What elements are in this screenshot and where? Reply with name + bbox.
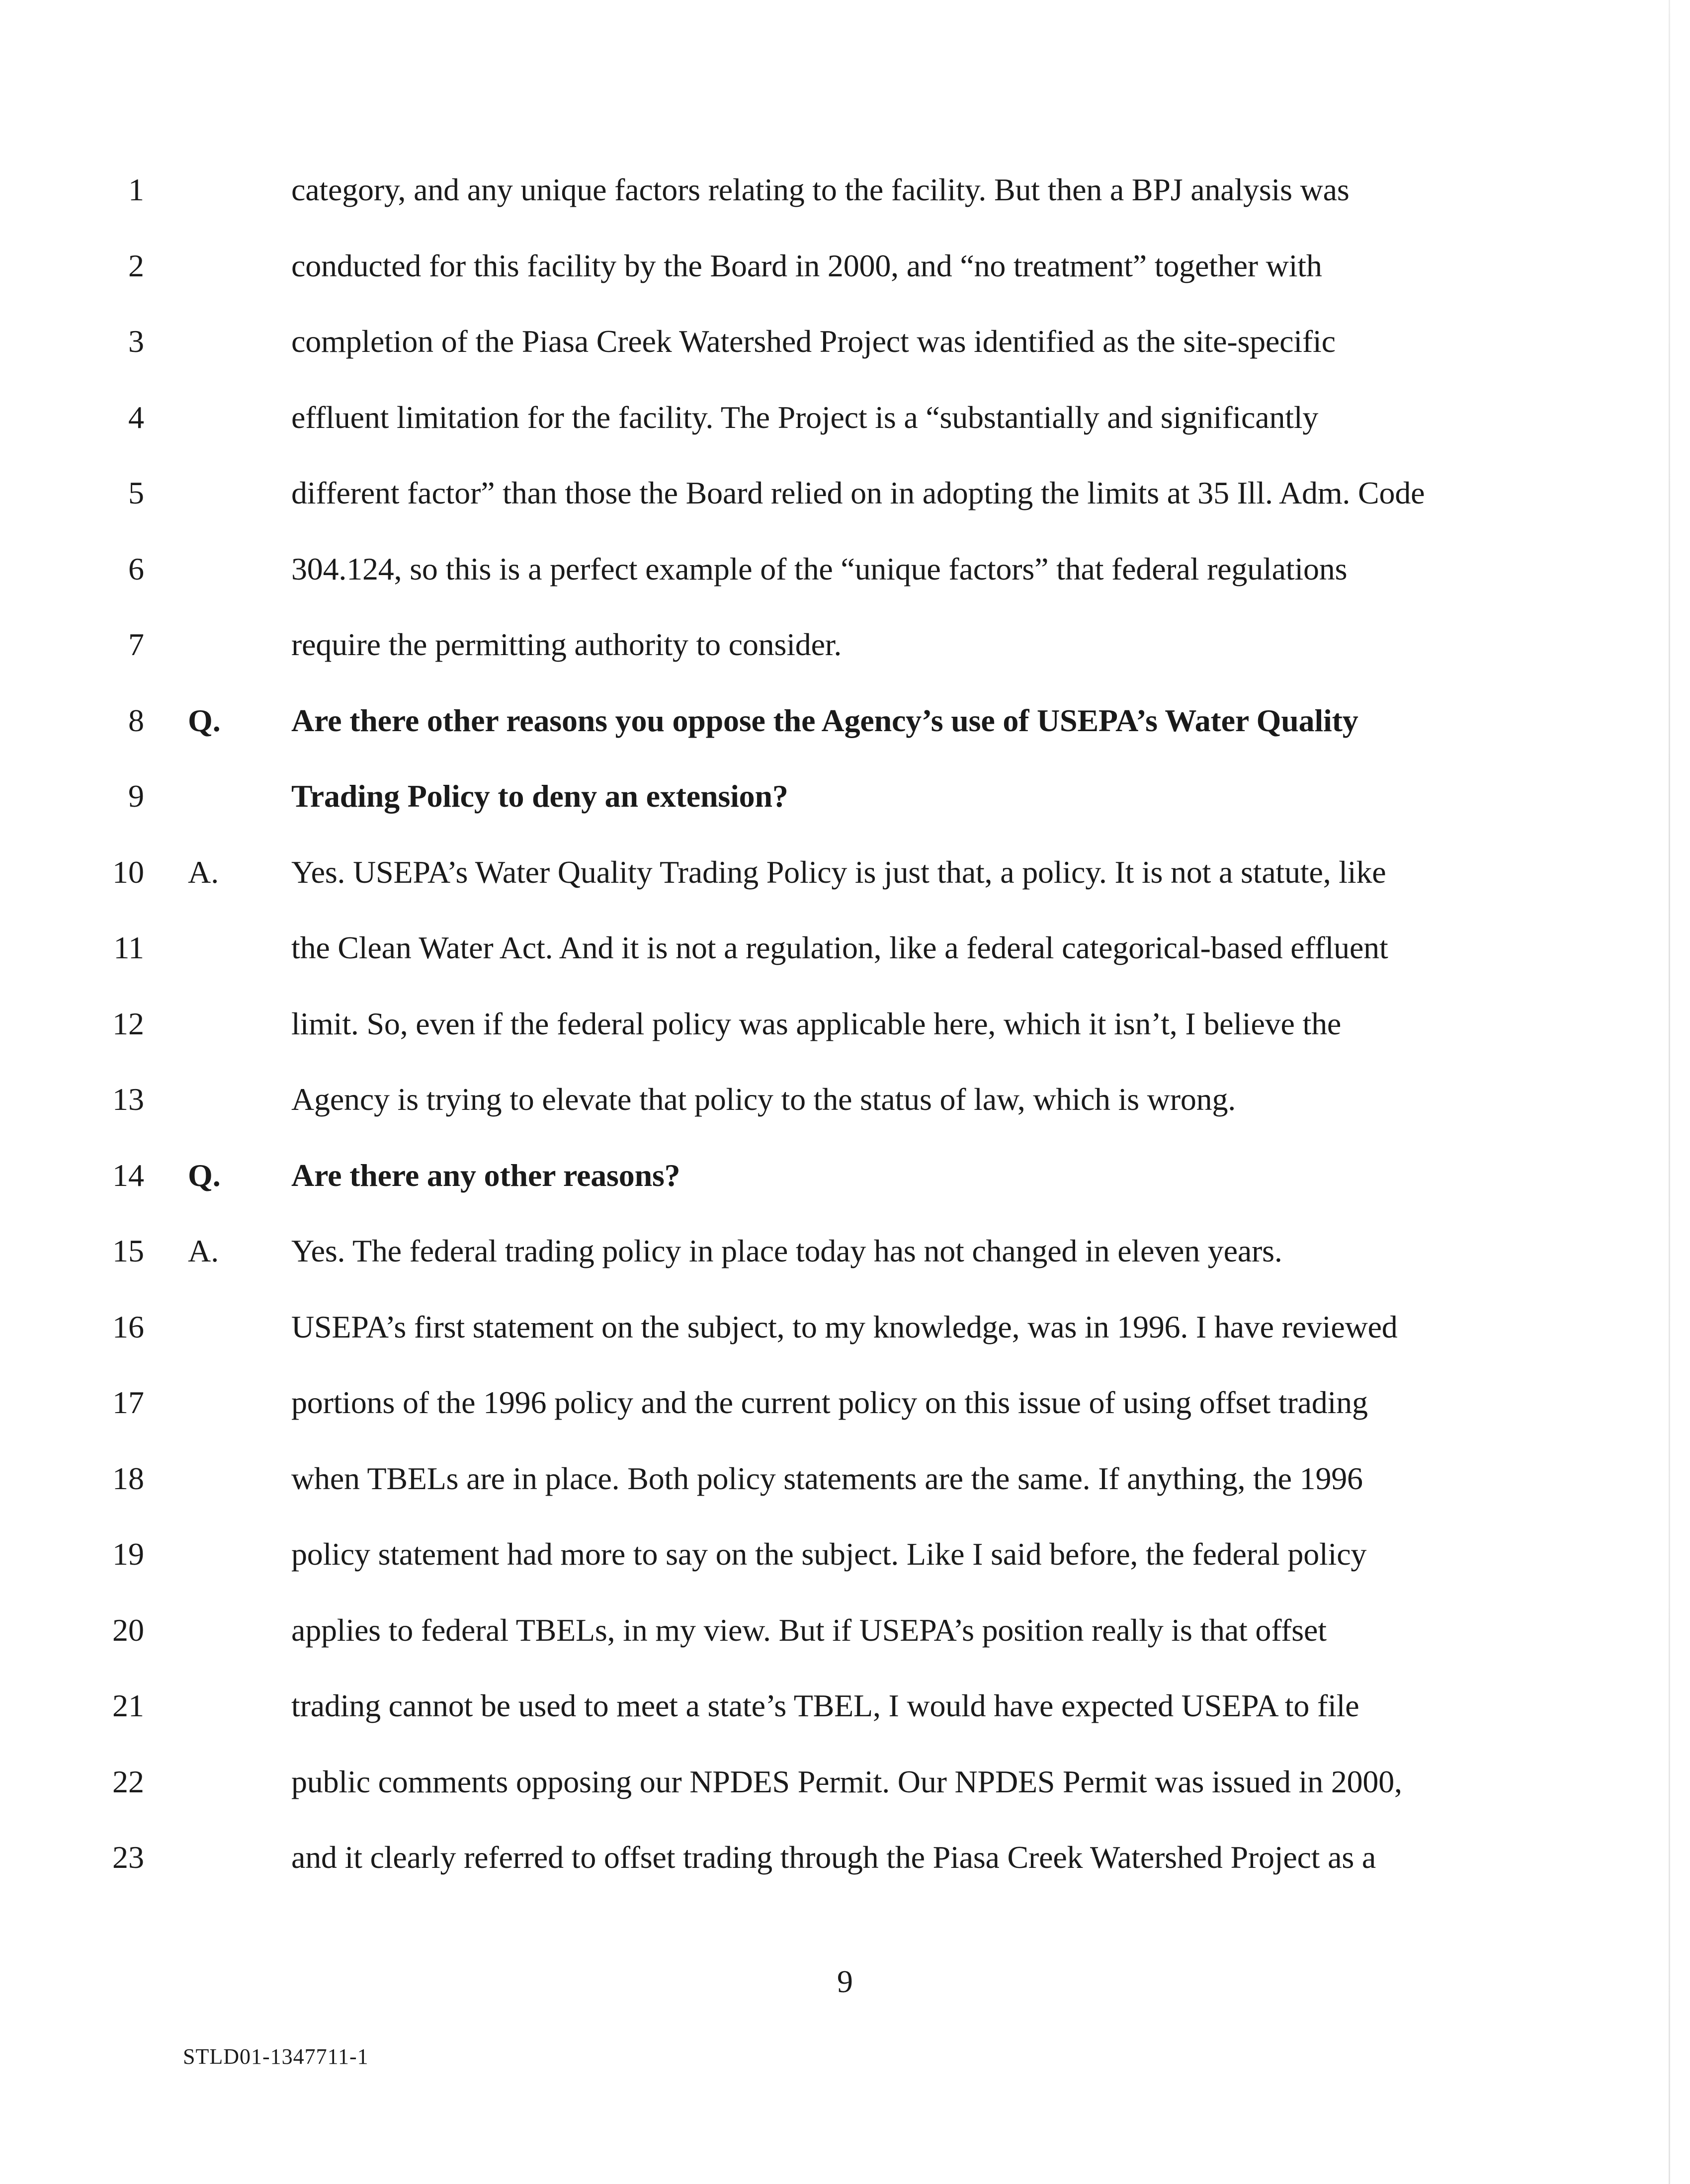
line-number: 13 xyxy=(112,1082,144,1117)
line-number: 16 xyxy=(112,1309,144,1344)
line-number: 1 xyxy=(128,172,144,207)
transcript-line xyxy=(0,1668,1690,1744)
line-text: when TBELs are in place. Both policy statements are the same. If anything, the 1996 xyxy=(291,1461,1363,1496)
transcript-line xyxy=(0,1061,1690,1137)
line-number: 3 xyxy=(128,324,144,359)
line-text: effluent limitation for the facility. The Project is a “substantially and significantly xyxy=(291,400,1319,435)
transcript-line xyxy=(0,606,1690,682)
line-number: 10 xyxy=(112,854,144,890)
line-number: 8 xyxy=(128,703,144,738)
transcript-line xyxy=(0,1516,1690,1592)
transcript-line xyxy=(0,1592,1690,1668)
transcript-line xyxy=(0,303,1690,379)
line-text: USEPA’s first statement on the subject, to my knowledge, was in 1996. I have reviewed xyxy=(291,1309,1398,1344)
line-number: 9 xyxy=(128,778,144,814)
transcript-line xyxy=(0,228,1690,304)
transcript-line xyxy=(0,834,1690,910)
question-text: Trading Policy to deny an extension? xyxy=(291,778,788,814)
line-number: 6 xyxy=(128,551,144,587)
line-text: policy statement had more to say on the subject. Like I said before, the federal policy xyxy=(291,1536,1367,1572)
transcript-line xyxy=(0,758,1690,834)
line-text: Agency is trying to elevate that policy to the status of law, which is wrong. xyxy=(291,1082,1236,1117)
line-text: public comments opposing our NPDES Permit. Our NPDES Permit was issued in 2000, xyxy=(291,1764,1402,1799)
line-text: Yes. USEPA’s Water Quality Trading Policy is just that, a policy. It is not a statute, like xyxy=(291,854,1386,890)
transcript-line xyxy=(0,1364,1690,1440)
line-number: 22 xyxy=(112,1764,144,1799)
transcript-line xyxy=(0,531,1690,607)
line-number: 17 xyxy=(112,1385,144,1420)
line-text: applies to federal TBELs, in my view. But if USEPA’s position really is that offset xyxy=(291,1612,1327,1648)
line-text: category, and any unique factors relating to the facility. But then a BPJ analysis was xyxy=(291,172,1350,207)
page-number: 9 xyxy=(837,1964,853,1999)
line-text: completion of the Piasa Creek Watershed Project was identified as the site-specific xyxy=(291,324,1336,359)
line-text: different factor” than those the Board relied on in adopting the limits at 35 Ill. Adm. Code xyxy=(291,475,1425,510)
transcript-line xyxy=(0,682,1690,758)
line-number: 19 xyxy=(112,1536,144,1572)
line-text: the Clean Water Act. And it is not a regulation, like a federal categorical-based effluent xyxy=(291,930,1388,965)
line-number: 11 xyxy=(113,930,144,965)
line-number: 23 xyxy=(112,1840,144,1875)
transcript-line xyxy=(0,1744,1690,1820)
line-number: 20 xyxy=(112,1612,144,1648)
speaker-label: A. xyxy=(188,854,219,890)
transcript-line xyxy=(0,1289,1690,1365)
line-text: Yes. The federal trading policy in place today has not changed in eleven years. xyxy=(291,1233,1282,1268)
line-number: 12 xyxy=(112,1006,144,1041)
line-number: 15 xyxy=(112,1233,144,1268)
line-number: 14 xyxy=(112,1158,144,1193)
line-text: 304.124, so this is a perfect example of the “unique factors” that federal regulations xyxy=(291,551,1348,587)
transcript-line xyxy=(0,1213,1690,1289)
speaker-label: Q. xyxy=(188,1158,221,1193)
question-text: Are there other reasons you oppose the Agency’s use of USEPA’s Water Quality xyxy=(291,703,1358,738)
line-number: 5 xyxy=(128,475,144,510)
transcript-line xyxy=(0,152,1690,228)
line-number: 4 xyxy=(128,400,144,435)
line-text: and it clearly referred to offset trading through the Piasa Creek Watershed Project as a xyxy=(291,1840,1376,1875)
line-text: limit. So, even if the federal policy was applicable here, which it isn’t, I believe the xyxy=(291,1006,1342,1041)
line-number: 2 xyxy=(128,248,144,283)
line-number: 7 xyxy=(128,627,144,662)
speaker-label: Q. xyxy=(188,703,221,738)
question-text: Are there any other reasons? xyxy=(291,1158,680,1193)
speaker-label: A. xyxy=(188,1233,219,1268)
transcript-line xyxy=(0,1440,1690,1516)
line-text: trading cannot be used to meet a state’s TBEL, I would have expected USEPA to file xyxy=(291,1688,1359,1723)
document-id: STLD01-1347711-1 xyxy=(183,2044,369,2069)
line-text: portions of the 1996 policy and the current policy on this issue of using offset trading xyxy=(291,1385,1368,1420)
transcript-line xyxy=(0,455,1690,531)
transcript-line xyxy=(0,379,1690,455)
transcript-line xyxy=(0,986,1690,1062)
transcript-line xyxy=(0,1137,1690,1213)
line-number: 18 xyxy=(112,1461,144,1496)
transcript-line xyxy=(0,1819,1690,1895)
line-text: require the permitting authority to consider. xyxy=(291,627,842,662)
line-number: 21 xyxy=(112,1688,144,1723)
line-text: conducted for this facility by the Board in 2000, and “no treatment” together with xyxy=(291,248,1322,283)
transcript-line xyxy=(0,910,1690,986)
